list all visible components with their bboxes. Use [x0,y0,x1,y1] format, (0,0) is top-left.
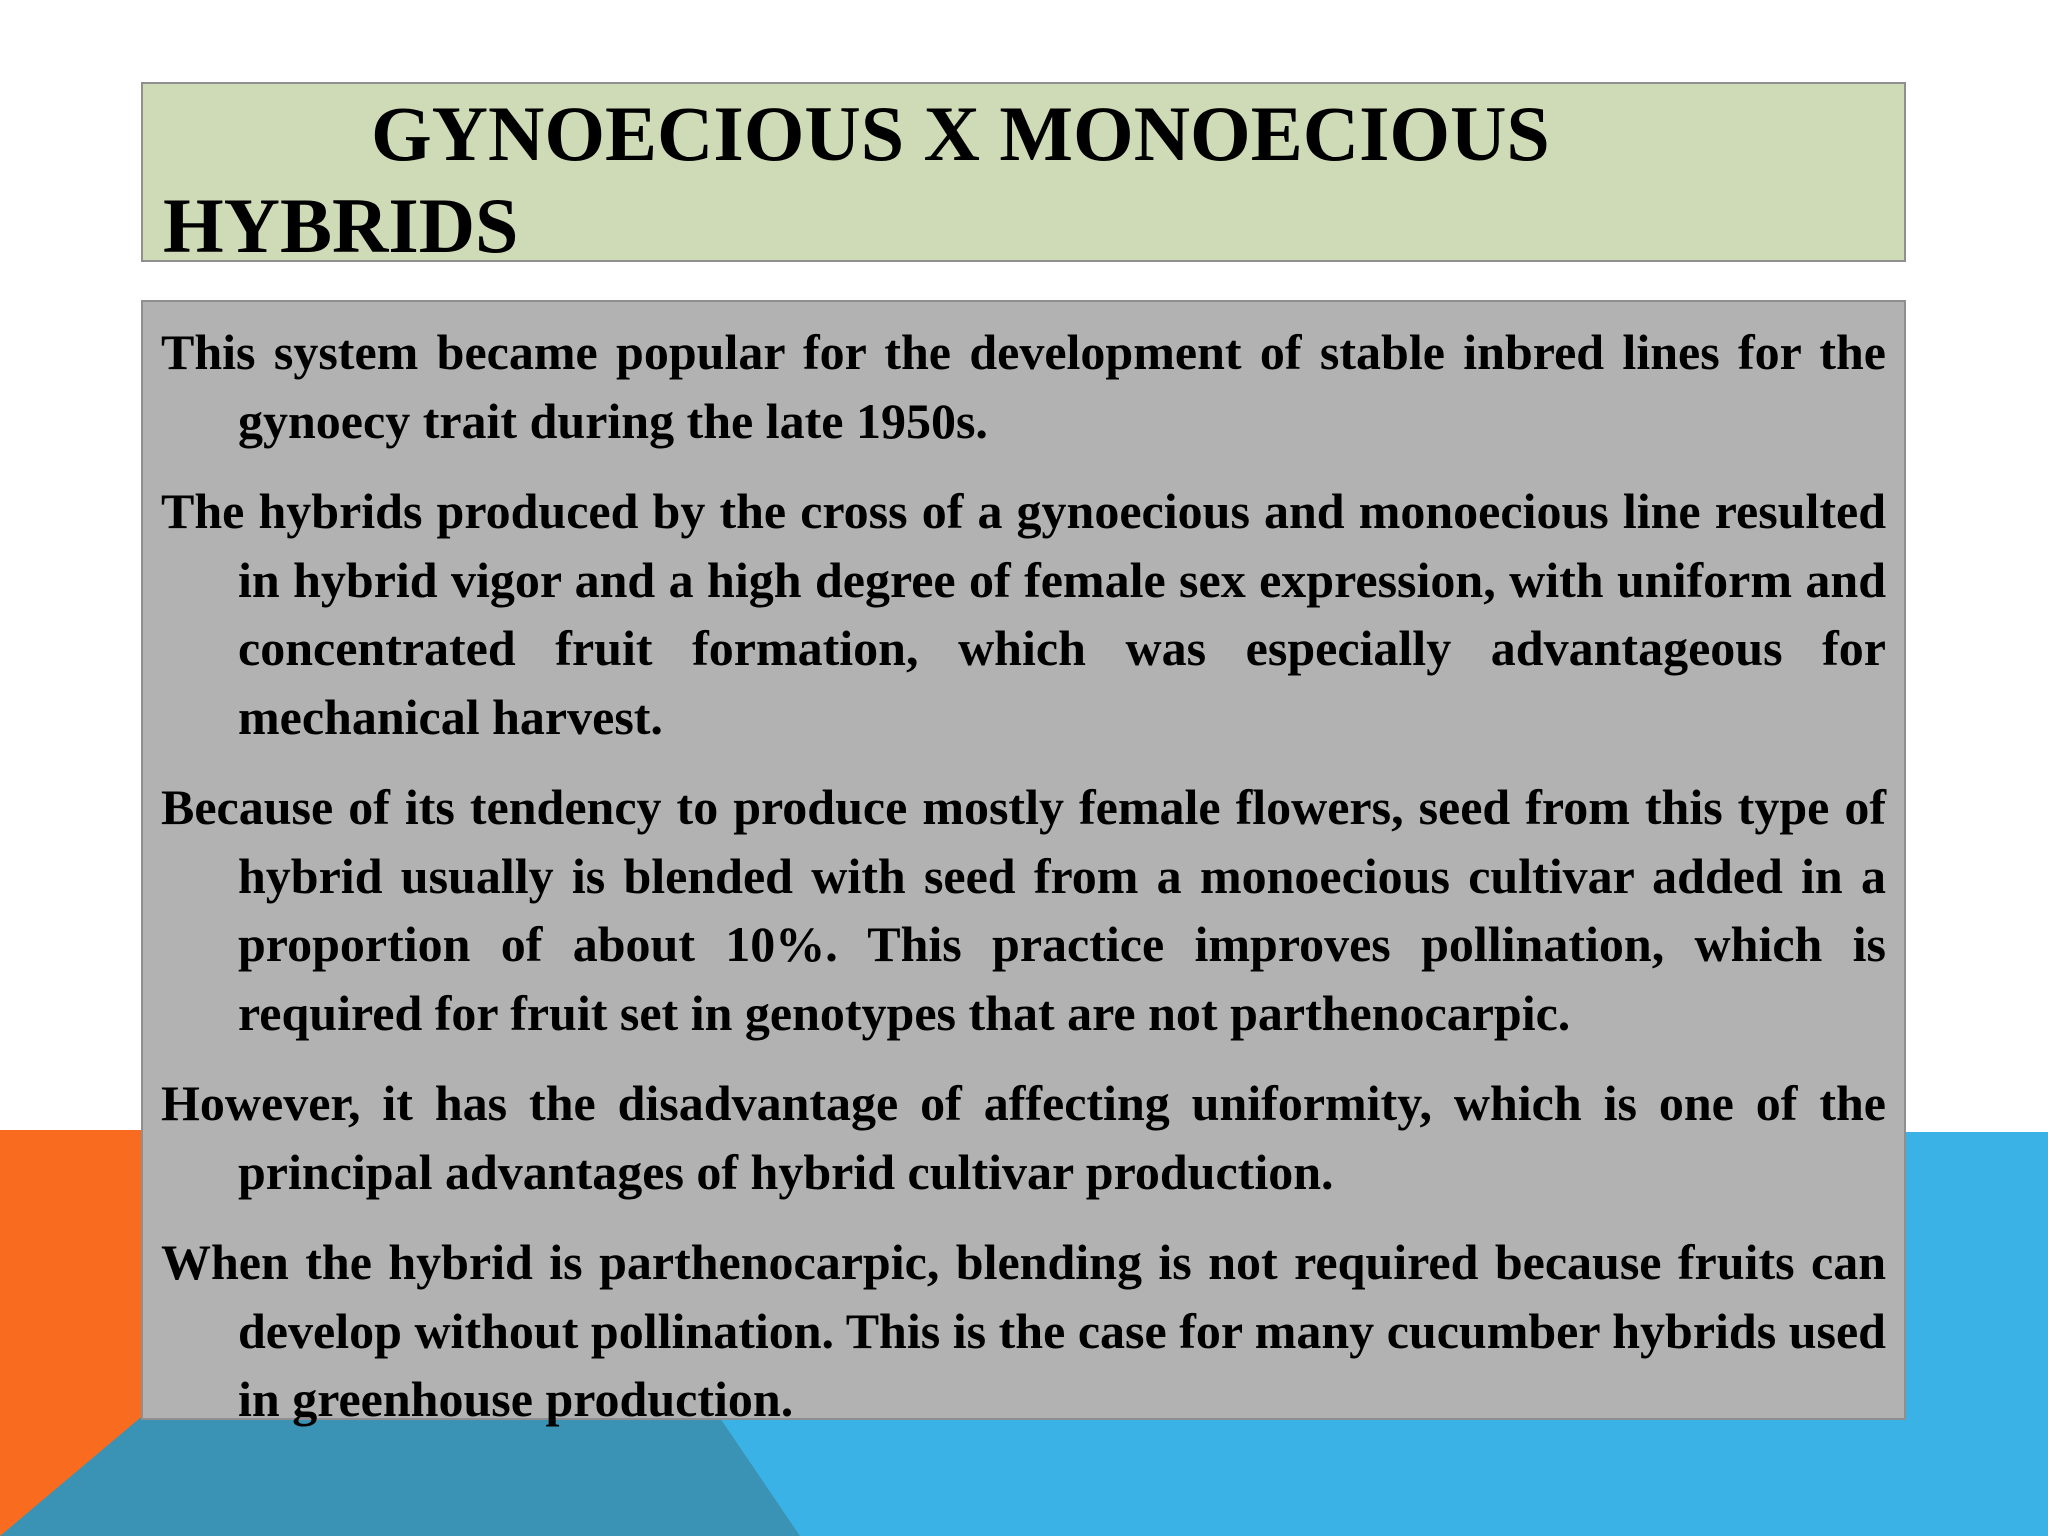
paragraph-1: This system became popular for the development of stable inbred lines for the gynoecy trait during the late 1950s. [161,324,1886,449]
paragraph-3: Because of its tendency to produce mostly female flowers, seed from this type of hybrid usually is blended with seed from a monoecious cultivar added in a proportion of about 10%. This practice improves pollination, which is required for fruit set in genotypes that are not parthenocarpic. [161,779,1886,1041]
content-text [161,318,1886,1456]
title-box [141,82,1906,269]
paragraph-4: However, it has the disadvantage of affecting uniformity, which is one of the principal advantages of hybrid cultivar production. [161,1075,1886,1200]
paragraph-2: The hybrids produced by the cross of a gynoecious and monoecious line resulted in hybrid vigor and a high degree of female sex expression, with uniform and concentrated fruit formation, which was especially advantageous for mechanical harvest. [161,483,1886,745]
paragraph-5: When the hybrid is parthenocarpic, blending is not required because fruits can develop without pollination. This is the case for many cucumber hybrids used in greenhouse production. [161,1234,1886,1427]
slide-title: GYNOECIOUS X MONOECIOUS HYBRIDS [163,90,1550,269]
